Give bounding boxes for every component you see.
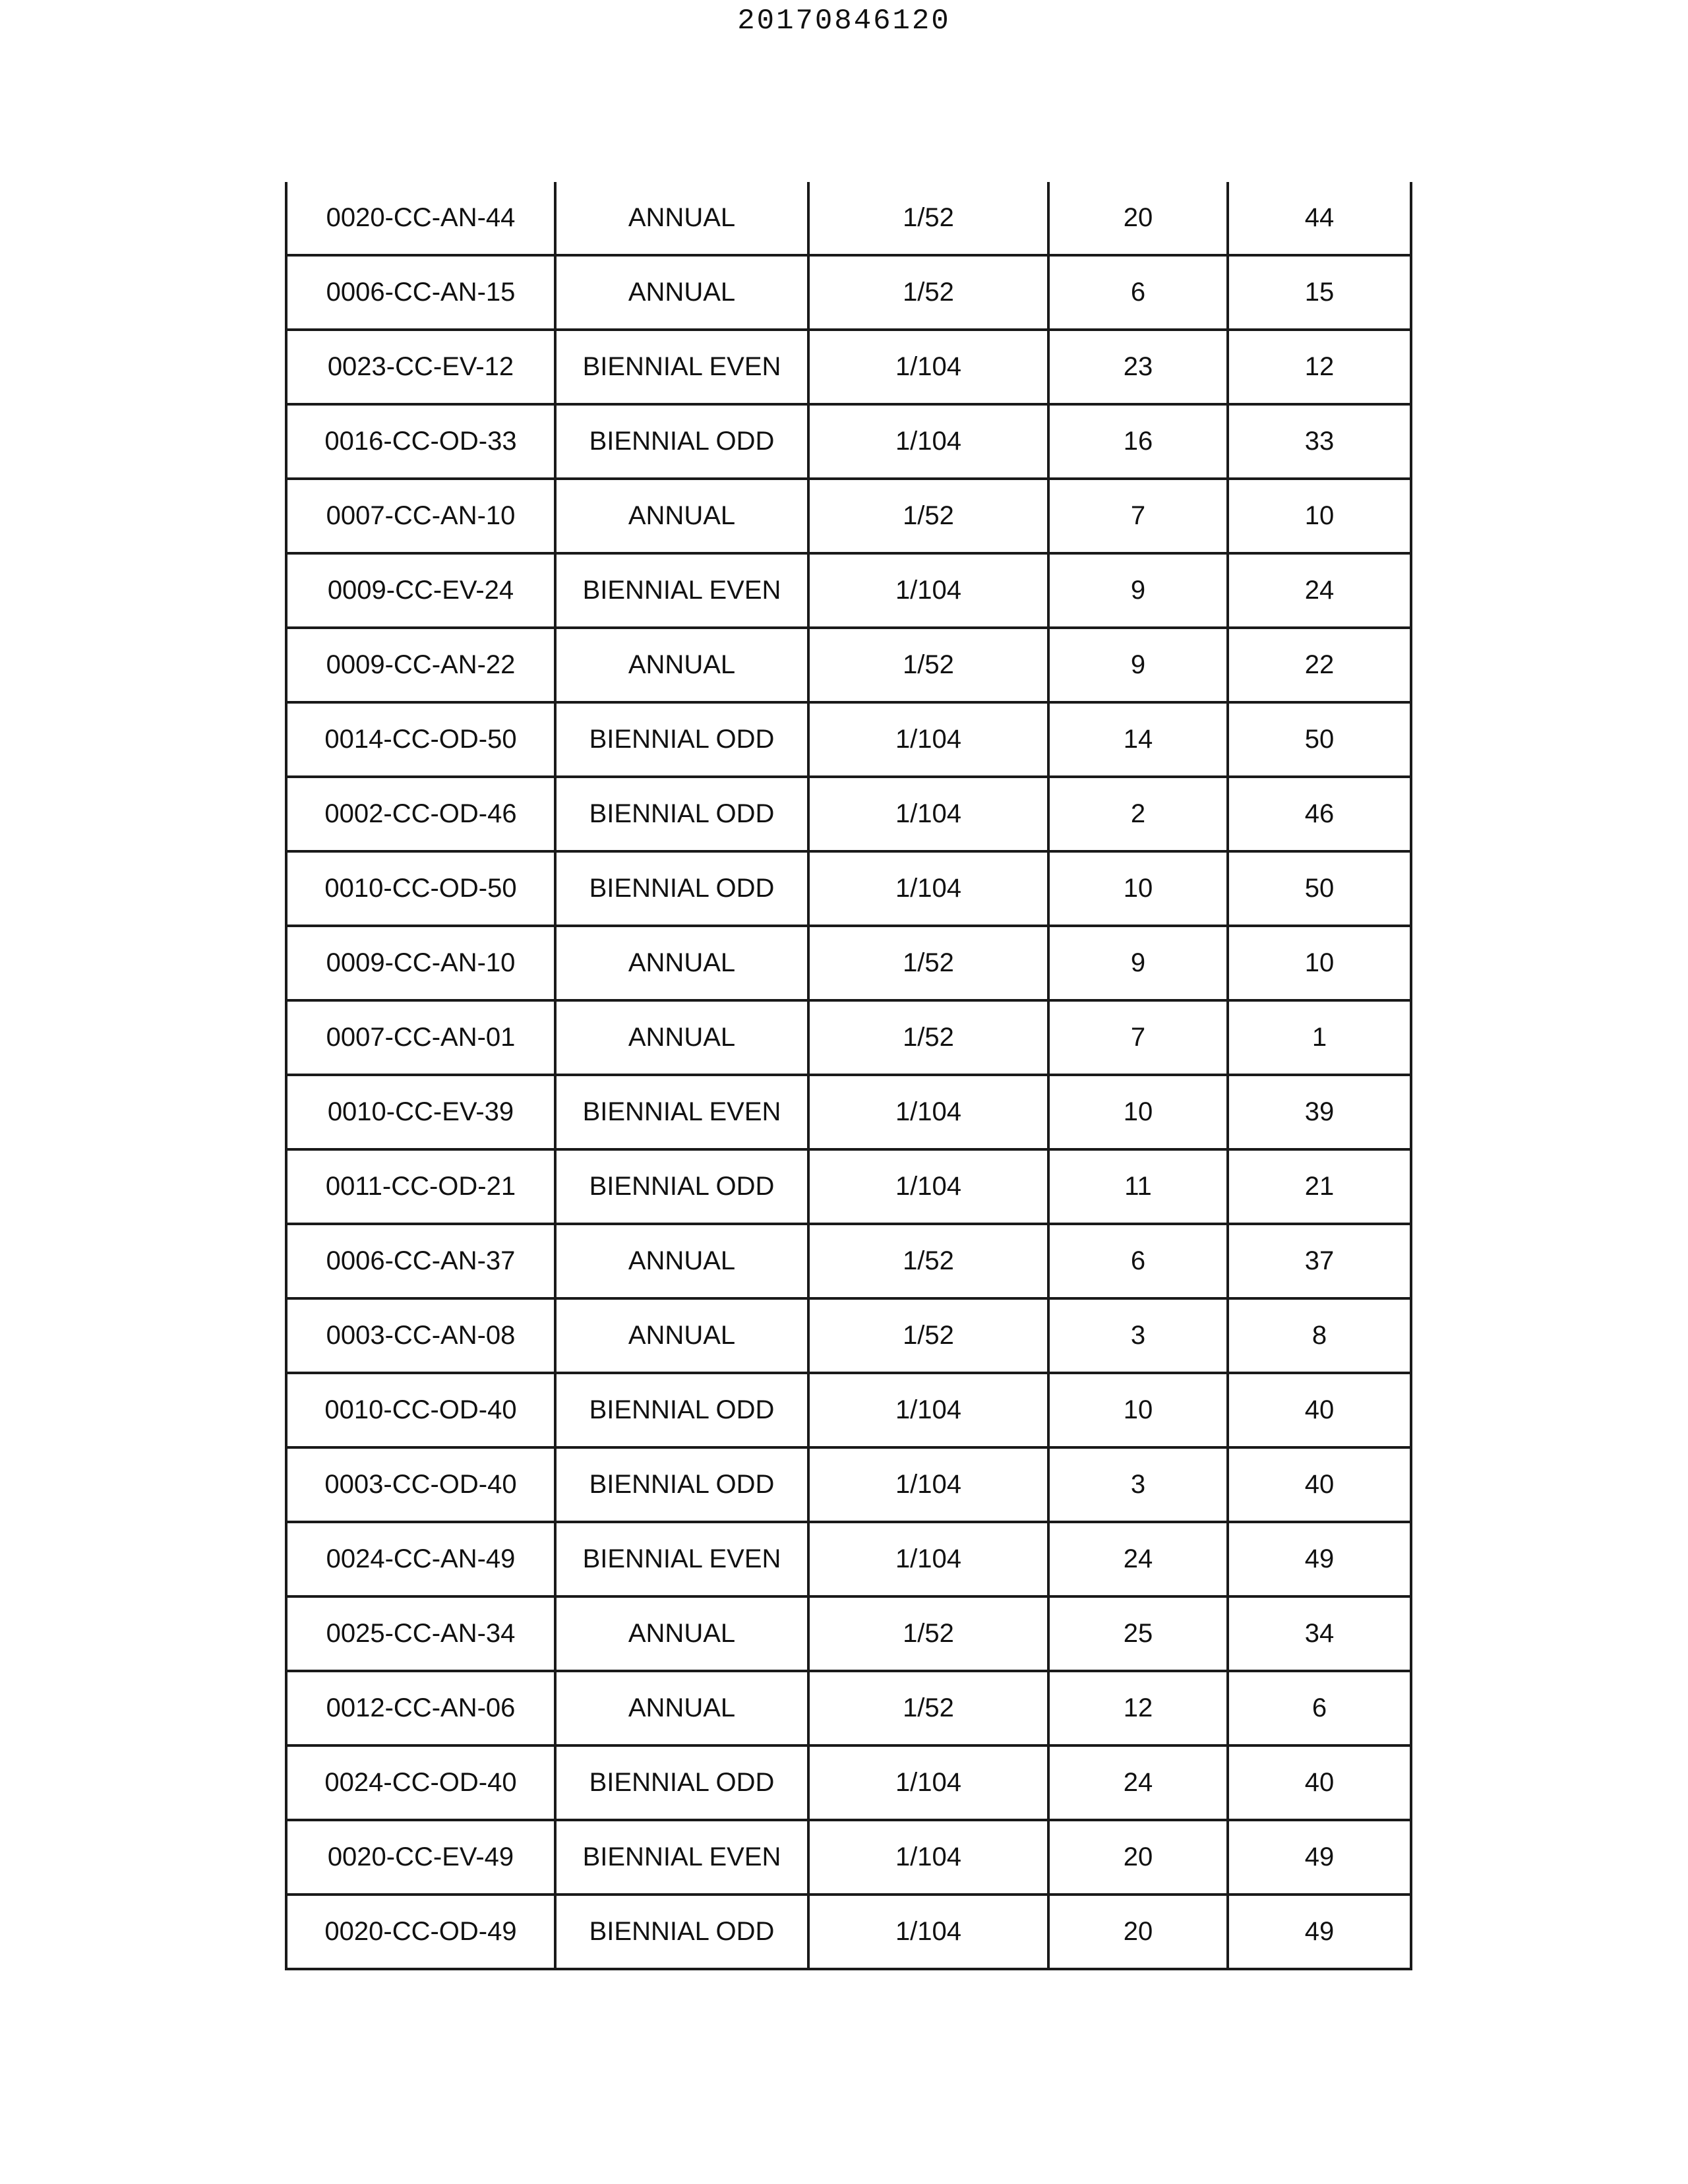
count-cell: 9	[1048, 553, 1228, 628]
count-cell: 23	[1048, 330, 1228, 404]
value-cell: 46	[1228, 777, 1411, 851]
ratio-cell: 1/52	[808, 1000, 1048, 1075]
frequency-cell: ANNUAL	[555, 926, 808, 1000]
value-cell: 40	[1228, 1745, 1411, 1820]
frequency-cell: BIENNIAL EVEN	[555, 553, 808, 628]
table-row	[286, 404, 1411, 479]
table-row	[286, 1522, 1411, 1596]
code-cell: 0006-CC-AN-37	[286, 1224, 555, 1298]
value-cell: 34	[1228, 1596, 1411, 1671]
value-cell: 37	[1228, 1224, 1411, 1298]
frequency-cell: ANNUAL	[555, 1000, 808, 1075]
code-cell: 0024-CC-AN-49	[286, 1522, 555, 1596]
value-cell: 15	[1228, 255, 1411, 330]
ratio-cell: 1/104	[808, 1522, 1048, 1596]
frequency-cell: ANNUAL	[555, 255, 808, 330]
code-cell: 0012-CC-AN-06	[286, 1671, 555, 1745]
code-cell: 0011-CC-OD-21	[286, 1149, 555, 1224]
ratio-cell: 1/52	[808, 1596, 1048, 1671]
count-cell: 14	[1048, 702, 1228, 777]
ratio-cell: 1/52	[808, 182, 1048, 255]
count-cell: 6	[1048, 255, 1228, 330]
count-cell: 9	[1048, 926, 1228, 1000]
count-cell: 2	[1048, 777, 1228, 851]
code-cell: 0010-CC-OD-50	[286, 851, 555, 926]
code-cell: 0014-CC-OD-50	[286, 702, 555, 777]
value-cell: 40	[1228, 1447, 1411, 1522]
value-cell: 1	[1228, 1000, 1411, 1075]
frequency-cell: BIENNIAL ODD	[555, 1895, 808, 1969]
code-cell: 0007-CC-AN-01	[286, 1000, 555, 1075]
frequency-cell: ANNUAL	[555, 1298, 808, 1373]
frequency-cell: BIENNIAL ODD	[555, 1149, 808, 1224]
table-row	[286, 628, 1411, 702]
value-cell: 6	[1228, 1671, 1411, 1745]
value-cell: 49	[1228, 1895, 1411, 1969]
code-cell: 0003-CC-AN-08	[286, 1298, 555, 1373]
code-cell: 0006-CC-AN-15	[286, 255, 555, 330]
table-row	[286, 479, 1411, 553]
frequency-cell: BIENNIAL ODD	[555, 1447, 808, 1522]
count-cell: 10	[1048, 1373, 1228, 1447]
ratio-cell: 1/104	[808, 851, 1048, 926]
table-body	[286, 182, 1411, 1969]
value-cell: 33	[1228, 404, 1411, 479]
count-cell: 24	[1048, 1522, 1228, 1596]
table-row	[286, 777, 1411, 851]
frequency-cell: ANNUAL	[555, 628, 808, 702]
value-cell: 49	[1228, 1522, 1411, 1596]
table-row	[286, 1596, 1411, 1671]
ratio-cell: 1/104	[808, 1895, 1048, 1969]
count-cell: 24	[1048, 1745, 1228, 1820]
ratio-cell: 1/104	[808, 1745, 1048, 1820]
value-cell: 21	[1228, 1149, 1411, 1224]
table-row	[286, 1298, 1411, 1373]
count-cell: 7	[1048, 479, 1228, 553]
ratio-cell: 1/104	[808, 702, 1048, 777]
table-row	[286, 330, 1411, 404]
data-table	[285, 182, 1412, 1970]
frequency-cell: BIENNIAL ODD	[555, 1373, 808, 1447]
value-cell: 22	[1228, 628, 1411, 702]
table-row	[286, 1224, 1411, 1298]
value-cell: 10	[1228, 926, 1411, 1000]
count-cell: 20	[1048, 1820, 1228, 1895]
ratio-cell: 1/104	[808, 1820, 1048, 1895]
count-cell: 9	[1048, 628, 1228, 702]
table-row	[286, 255, 1411, 330]
count-cell: 6	[1048, 1224, 1228, 1298]
value-cell: 39	[1228, 1075, 1411, 1149]
frequency-cell: ANNUAL	[555, 479, 808, 553]
code-cell: 0003-CC-OD-40	[286, 1447, 555, 1522]
ratio-cell: 1/52	[808, 1671, 1048, 1745]
code-cell: 0010-CC-OD-40	[286, 1373, 555, 1447]
code-cell: 0023-CC-EV-12	[286, 330, 555, 404]
frequency-cell: BIENNIAL ODD	[555, 702, 808, 777]
frequency-cell: BIENNIAL ODD	[555, 404, 808, 479]
document-number: 20170846120	[737, 5, 951, 38]
frequency-cell: ANNUAL	[555, 1671, 808, 1745]
value-cell: 49	[1228, 1820, 1411, 1895]
code-cell: 0007-CC-AN-10	[286, 479, 555, 553]
ratio-cell: 1/52	[808, 1224, 1048, 1298]
code-cell: 0009-CC-EV-24	[286, 553, 555, 628]
table-row	[286, 702, 1411, 777]
table-row	[286, 1895, 1411, 1969]
code-cell: 0020-CC-OD-49	[286, 1895, 555, 1969]
table-row	[286, 1820, 1411, 1895]
frequency-cell: BIENNIAL ODD	[555, 851, 808, 926]
code-cell: 0009-CC-AN-22	[286, 628, 555, 702]
frequency-cell: BIENNIAL ODD	[555, 777, 808, 851]
table-row	[286, 851, 1411, 926]
code-cell: 0025-CC-AN-34	[286, 1596, 555, 1671]
ratio-cell: 1/104	[808, 777, 1048, 851]
count-cell: 3	[1048, 1298, 1228, 1373]
ratio-cell: 1/52	[808, 1298, 1048, 1373]
count-cell: 20	[1048, 1895, 1228, 1969]
table-row	[286, 1000, 1411, 1075]
code-cell: 0009-CC-AN-10	[286, 926, 555, 1000]
table-row	[286, 553, 1411, 628]
ratio-cell: 1/104	[808, 553, 1048, 628]
frequency-cell: ANNUAL	[555, 182, 808, 255]
count-cell: 25	[1048, 1596, 1228, 1671]
count-cell: 7	[1048, 1000, 1228, 1075]
value-cell: 50	[1228, 702, 1411, 777]
count-cell: 10	[1048, 851, 1228, 926]
value-cell: 44	[1228, 182, 1411, 255]
table-row	[286, 1149, 1411, 1224]
count-cell: 10	[1048, 1075, 1228, 1149]
table-row	[286, 182, 1411, 255]
code-cell: 0020-CC-AN-44	[286, 182, 555, 255]
table-row	[286, 1745, 1411, 1820]
code-cell: 0016-CC-OD-33	[286, 404, 555, 479]
frequency-cell: BIENNIAL EVEN	[555, 1075, 808, 1149]
ratio-cell: 1/104	[808, 330, 1048, 404]
frequency-cell: BIENNIAL EVEN	[555, 330, 808, 404]
ratio-cell: 1/52	[808, 479, 1048, 553]
value-cell: 50	[1228, 851, 1411, 926]
value-cell: 12	[1228, 330, 1411, 404]
count-cell: 3	[1048, 1447, 1228, 1522]
count-cell: 12	[1048, 1671, 1228, 1745]
ratio-cell: 1/104	[808, 404, 1048, 479]
frequency-cell: ANNUAL	[555, 1596, 808, 1671]
table-row	[286, 1075, 1411, 1149]
ratio-cell: 1/52	[808, 926, 1048, 1000]
ratio-cell: 1/104	[808, 1373, 1048, 1447]
value-cell: 8	[1228, 1298, 1411, 1373]
frequency-cell: ANNUAL	[555, 1224, 808, 1298]
count-cell: 16	[1048, 404, 1228, 479]
value-cell: 10	[1228, 479, 1411, 553]
table-row	[286, 926, 1411, 1000]
ratio-cell: 1/52	[808, 255, 1048, 330]
count-cell: 20	[1048, 182, 1228, 255]
code-cell: 0024-CC-OD-40	[286, 1745, 555, 1820]
table-row	[286, 1447, 1411, 1522]
value-cell: 40	[1228, 1373, 1411, 1447]
ratio-cell: 1/104	[808, 1447, 1048, 1522]
table-row	[286, 1373, 1411, 1447]
ratio-cell: 1/104	[808, 1075, 1048, 1149]
code-cell: 0020-CC-EV-49	[286, 1820, 555, 1895]
frequency-cell: BIENNIAL EVEN	[555, 1522, 808, 1596]
value-cell: 24	[1228, 553, 1411, 628]
frequency-cell: BIENNIAL ODD	[555, 1745, 808, 1820]
code-cell: 0002-CC-OD-46	[286, 777, 555, 851]
table-row	[286, 1671, 1411, 1745]
count-cell: 11	[1048, 1149, 1228, 1224]
ratio-cell: 1/104	[808, 1149, 1048, 1224]
code-cell: 0010-CC-EV-39	[286, 1075, 555, 1149]
ratio-cell: 1/52	[808, 628, 1048, 702]
frequency-cell: BIENNIAL EVEN	[555, 1820, 808, 1895]
